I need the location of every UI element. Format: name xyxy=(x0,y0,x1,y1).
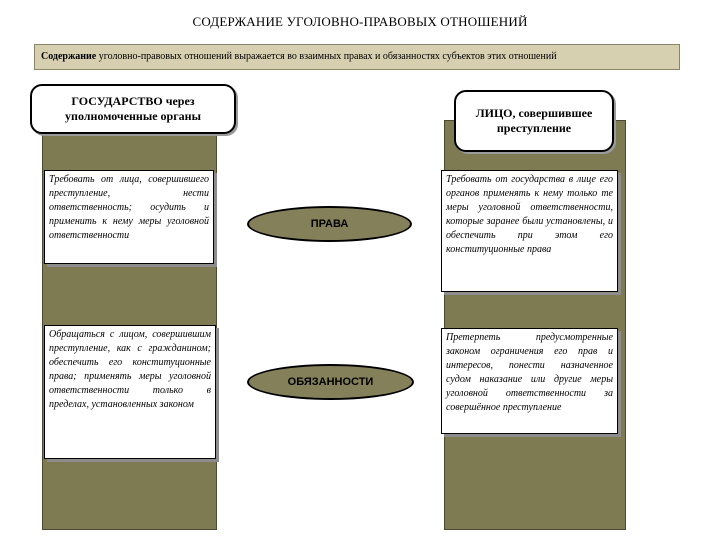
definition-text: уголовно-правовых отношений выражается во взаимных правах и обязанностях субъектов этих отношений xyxy=(96,51,557,62)
offender-rights-box: Требовать от государства в лице его органов применять к нему только те меры уголовной ответственности, которые заранее были установлены, и обеспечить при этом его конституционные права xyxy=(441,170,618,292)
offender-duties-box: Претерпеть предусмотренные законом ограничения его прав и интересов, понести назначенное судом наказание или другие меры уголовной ответственности за совершённое преступление xyxy=(441,328,618,434)
offender-header: ЛИЦО, совершившее преступление xyxy=(454,90,614,152)
rights-oval: ПРАВА xyxy=(247,206,412,242)
state-duties-box: Обращаться с лицом, совершившим преступление, как с гражданином; обеспечить его конституционные права; применять меры уголовной ответственности только в пределах, установленных законом xyxy=(44,325,216,459)
state-header: ГОСУДАРСТВО через уполномоченные органы xyxy=(30,84,236,134)
definition-banner xyxy=(34,44,680,70)
duties-oval: ОБЯЗАННОСТИ xyxy=(247,364,414,400)
state-rights-box: Требовать от лица, совершившего преступление, нести ответственность; осудить и применить к нему меры уголовной ответственности xyxy=(44,170,214,264)
page-title: СОДЕРЖАНИЕ УГОЛОВНО-ПРАВОВЫХ ОТНОШЕНИЙ xyxy=(192,14,528,29)
definition-term: Содержание xyxy=(41,51,97,62)
